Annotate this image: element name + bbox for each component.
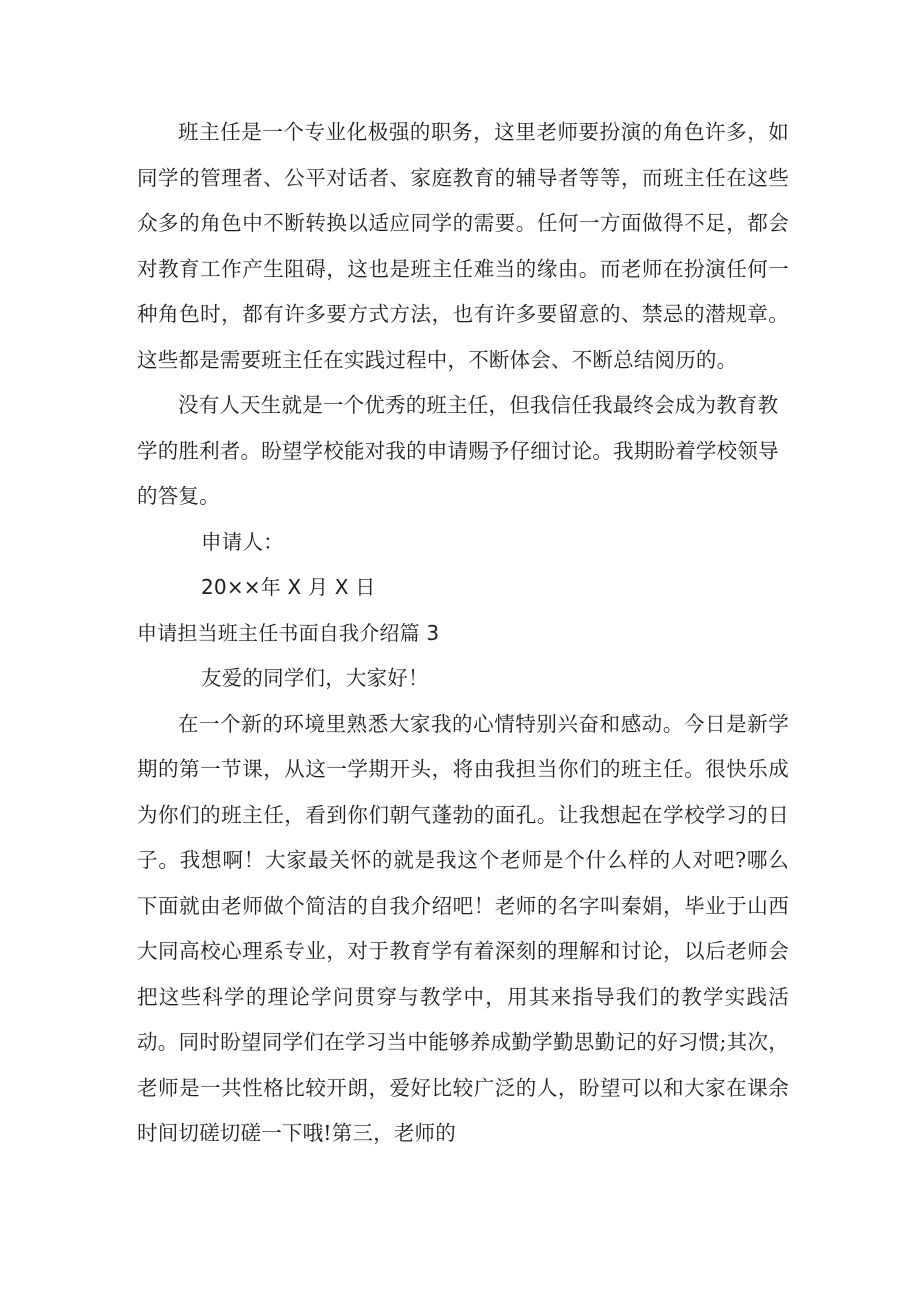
date-line: 20××年 X 月 X 日 bbox=[201, 575, 376, 599]
applicant-label: 申请人： bbox=[201, 529, 284, 554]
greeting-line: 友爱的同学们，大家好！ bbox=[201, 666, 429, 690]
body-paragraph-2: 没有人天生就是一个优秀的班主任，但我信任我最终会成为教育教学的胜利者。盼望学校能对我的申请赐予仔细讨论。我期盼着学校领导的答复。 bbox=[137, 393, 779, 508]
document-body bbox=[137, 110, 789, 1157]
section-heading: 申请担当班主任书面自我介绍篇 3 bbox=[137, 620, 440, 645]
body-paragraph-1: 班主任是一个专业化极强的职务，这里老师要扮演的角色许多，如同学的管理者、公平对话者、家庭教育的辅导者等等，而班主任在这些众多的角色中不断转换以适应同学的需要。任何一方面做得不足，都会对教育工作产生阻碍，这也是班主任难当的缘由。而老师在扮演任何一种角色时，都有许多要方式方法，也有许多要留意的、禁忌的潜规章。这些都是需要班主任在实践过程中，不断体会、不断总结阅历的。 bbox=[137, 120, 789, 372]
body-paragraph-3: 在一个新的环境里熟悉大家我的心情特别兴奋和感动。今日是新学期的第一节课，从这一学期开头，将由我担当你们的班主任。很快乐成为你们的班主任，看到你们朝气蓬勃的面孔。让我想起在学校学习的日子。我想啊！大家最关怀的就是我这个老师是个什么样的人对吧?哪么下面就由老师做个简洁的自我介绍吧！老师的名字叫秦娟，毕业于山西大同高校心理系专业，对于教育学有着深刻的理解和讨论，以后老师会把这些科学的理论学问贯穿与教学中，用其来指导我们的教学实践活动。同时盼望同学们在学习当中能够养成勤学勤思勤记的好习惯;其次，老师是一共性格比较开朗，爱好比较广泛的人，盼望可以和大家在课余时间切磋切磋一下哦!第三，老师的 bbox=[137, 711, 789, 1145]
